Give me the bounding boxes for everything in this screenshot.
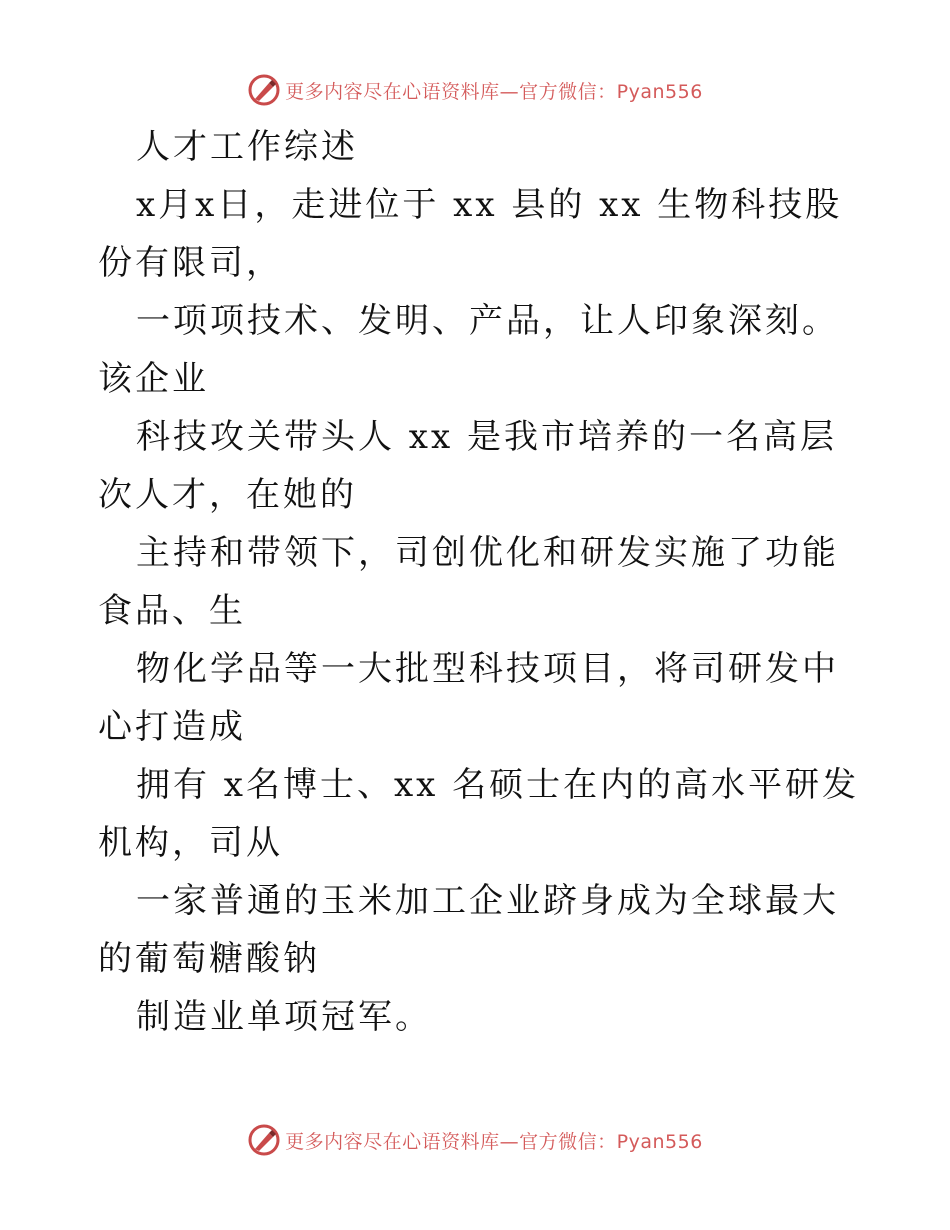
header-watermark-text: 更多内容尽在心语资料库—官方微信：Pyan556 bbox=[285, 80, 703, 103]
paragraph-line: 一家普通的玉米加工企业跻身成为全球最大的葡萄糖酸钠 bbox=[98, 881, 839, 979]
paragraph-line: 拥有 x名博士、xx 名硕士在内的高水平研发机构，司从 bbox=[98, 765, 860, 863]
footer-watermark-banner bbox=[0, 1120, 950, 1160]
paragraph-line: 一项项技术、发明、产品，让人印象深刻。该企业 bbox=[98, 301, 839, 399]
paragraph-line: 主持和带领下，司创优化和研发实施了功能食品、生 bbox=[98, 533, 839, 631]
pen-logo-icon bbox=[247, 1123, 281, 1157]
header-watermark-banner bbox=[0, 70, 950, 110]
paragraph-line: x月x日，走进位于 xx 县的 xx 生物科技股份有限司， bbox=[98, 185, 843, 283]
footer-watermark-text: 更多内容尽在心语资料库—官方微信：Pyan556 bbox=[285, 1130, 703, 1153]
document-title: 人才工作综述 bbox=[136, 127, 358, 167]
paragraph-line: 科技攻关带头人 xx 是我市培养的一名高层次人才，在她的 bbox=[98, 417, 837, 515]
paragraph-line: 物化学品等一大批型科技项目，将司研发中心打造成 bbox=[98, 649, 839, 747]
document-body bbox=[98, 118, 868, 1046]
paragraph-line: 制造业单项冠军。 bbox=[136, 997, 432, 1037]
pen-logo-icon bbox=[247, 73, 281, 107]
